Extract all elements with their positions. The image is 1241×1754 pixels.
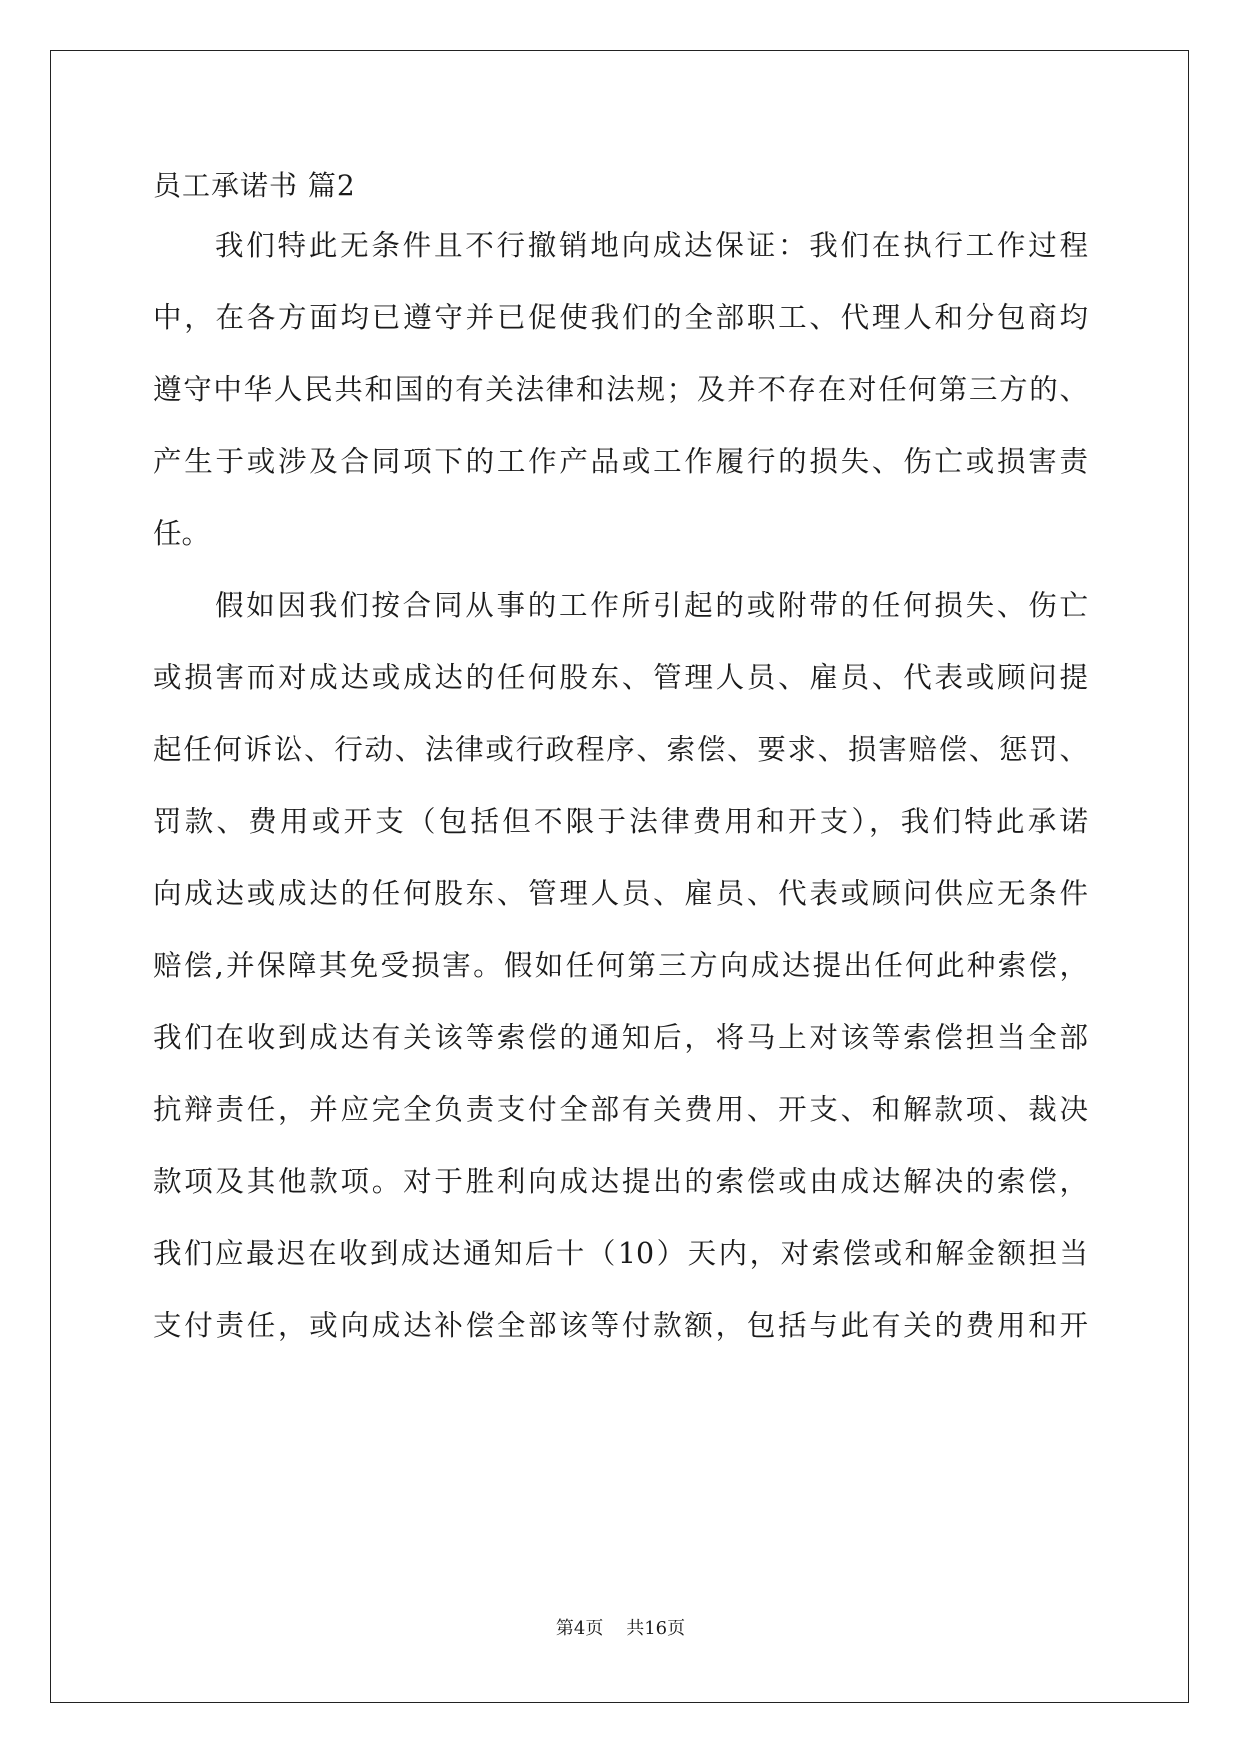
paragraph-1-line-2: 中，在各方面均已遵守并已促使我们的全部职工、代理人和分包商均 [153,301,1088,334]
page-number-footer: 第4页 共16页 [555,1618,686,1639]
paragraph-1-line-3: 遵守中华人民共和国的有关法律和法规；及并不存在对任何第三方的、 [153,373,1088,406]
paragraph-2-line-9: 款项及其他款项。对于胜利向成达提出的索偿或由成达解决的索偿， [153,1165,1088,1198]
paragraph-2-line-7: 我们在收到成达有关该等索偿的通知后，将马上对该等索偿担当全部 [153,1021,1088,1054]
paragraph-2-line-5: 向成达或成达的任何股东、管理人员、雇员、代表或顾问供应无条件 [153,877,1088,910]
paragraph-2-line-8: 抗辩责任，并应完全负责支付全部有关费用、开支、和解款项、裁决 [153,1093,1088,1126]
section-heading: 员工承诺书 篇2 [153,169,356,202]
paragraph-2-line-2: 或损害而对成达或成达的任何股东、管理人员、雇员、代表或顾问提 [153,661,1088,694]
paragraph-2-line-11: 支付责任，或向成达补偿全部该等付款额，包括与此有关的费用和开 [153,1309,1088,1342]
paragraph-1-line-5: 任。 [153,517,211,550]
paragraph-2-line-4: 罚款、费用或开支（包括但不限于法律费用和开支），我们特此承诺 [153,805,1088,838]
paragraph-1-line-4: 产生于或涉及合同项下的工作产品或工作履行的损失、伤亡或损害责 [153,445,1088,478]
paragraph-2-line-6: 赔偿,并保障其免受损害。假如任何第三方向成达提出任何此种索偿， [153,949,1088,982]
paragraph-1-line-1: 我们特此无条件且不行撤销地向成达保证：我们在执行工作过程 [215,229,1088,262]
paragraph-2-line-1: 假如因我们按合同从事的工作所引起的或附带的任何损失、伤亡 [215,589,1088,622]
paragraph-2-line-10: 我们应最迟在收到成达通知后十（10）天内，对索偿或和解金额担当 [153,1237,1088,1270]
paragraph-2-line-3: 起任何诉讼、行动、法律或行政程序、索偿、要求、损害赔偿、惩罚、 [153,733,1088,766]
